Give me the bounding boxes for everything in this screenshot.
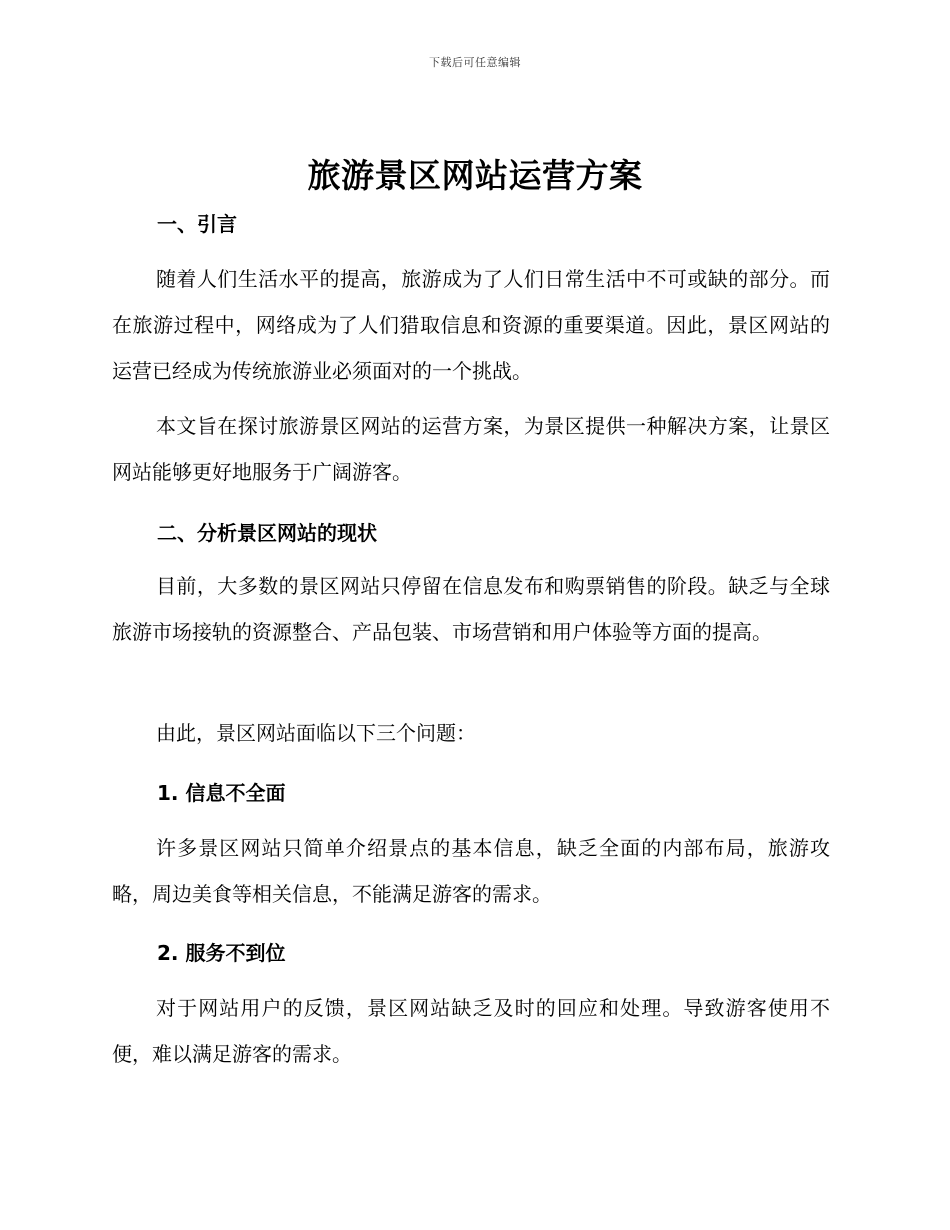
paragraph-introduction-1: 随着人们生活水平的提高，旅游成为了人们日常生活中不可或缺的部分。而在旅游过程中，网络成为了人们猎取信息和资源的重要渠道。因此，景区网站的运营已经成为传统旅游业必须面对的一个挑战。	[112, 267, 830, 383]
page-header-note: 下载后可任意编辑	[429, 56, 521, 69]
paragraph-analysis-2: 由此，景区网站面临以下三个问题：	[156, 721, 476, 745]
document-title: 旅游景区网站运营方案	[307, 156, 643, 195]
section-heading-info-incomplete: 1. 信息不全面	[157, 781, 286, 805]
paragraph-info-incomplete: 许多景区网站只简单介绍景点的基本信息，缺乏全面的内部布局，旅游攻略，周边美食等相关信息，不能满足游客的需求。	[112, 836, 830, 906]
section-heading-analysis: 二、分析景区网站的现状	[157, 521, 377, 545]
paragraph-service-lacking: 对于网站用户的反馈，景区网站缺乏及时的回应和处理。导致游客使用不便，难以满足游客的需求。	[112, 996, 830, 1066]
section-heading-introduction: 一、引言	[157, 212, 237, 236]
paragraph-analysis-1: 目前，大多数的景区网站只停留在信息发布和购票销售的阶段。缺乏与全球旅游市场接轨的资源整合、产品包装、市场营销和用户体验等方面的提高。	[112, 574, 830, 644]
paragraph-introduction-2: 本文旨在探讨旅游景区网站的运营方案，为景区提供一种解决方案，让景区网站能够更好地服务于广阔游客。	[112, 414, 830, 484]
section-heading-service-lacking: 2. 服务不到位	[157, 941, 286, 965]
